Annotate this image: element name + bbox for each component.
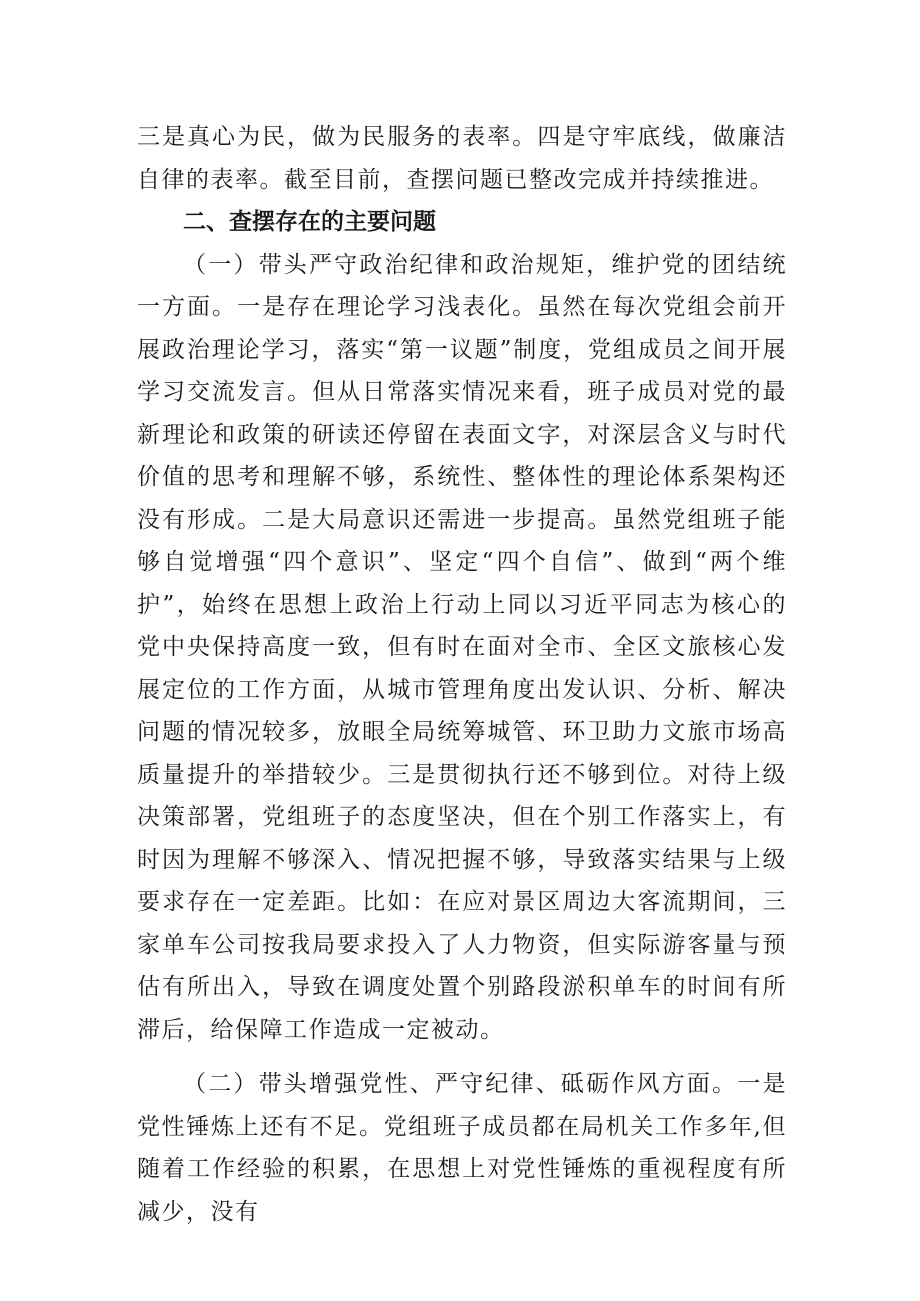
- paragraph-continuation: 三是真心为民，做为民服务的表率。四是守牢底线，做廉洁自律的表率。截至目前，查摆问题已整改完成并持续推进。: [137, 124, 787, 193]
- paragraph-subsection-1: （一）带头严守政治纪律和政治规矩，维护党的团结统一方面。一是存在理论学习浅表化。虽然在每次党组会前开展政治理论学习，落实“第一议题”制度，党组成员之间开展学习交流发言。但从日常落实情况来看，班子成员对党的最新理论和政策的研读还停留在表面文字，对深层含义与时代价值的思考和理解不够，系统性、整体性的理论体系架构还没有形成。二是大局意识还需进一步提高。虽然党组班子能够自觉增强“四个意识”、坚定“四个自信”、做到“两个维护”，始终在思想上政治上行动上同以习近平同志为核心的党中央保持高度一致，但有时在面对全市、全区文旅核心发展定位的工作方面，从城市管理角度出发认识、分析、解决问题的情况较多，放眼全局统筹城管、环卫助力文旅市场高质量提升的举措较少。三是贯彻执行还不够到位。对待上级决策部署，党组班子的态度坚决，但在个别工作落实上，有时因为理解不够深入、情况把握不够，导致落实结果与上级要求存在一定差距。比如：在应对景区周边大客流期间，三家单车公司按我局要求投入了人力物资，但实际游客量与预估有所出入，导致在调度处置个别路段淤积单车的时间有所滞后，给保障工作造成一定被动。: [137, 251, 787, 1043]
- document-body: [137, 116, 787, 1233]
- paragraph-subsection-2: （二）带头增强党性、严守纪律、砥砺作风方面。一是党性锤炼上还有不足。党组班子成员都在局机关工作多年,但随着工作经验的积累，在思想上对党性锤炼的重视程度有所减少，没有: [137, 1071, 787, 1225]
- section-heading: 二、查摆存在的主要问题: [183, 209, 436, 235]
